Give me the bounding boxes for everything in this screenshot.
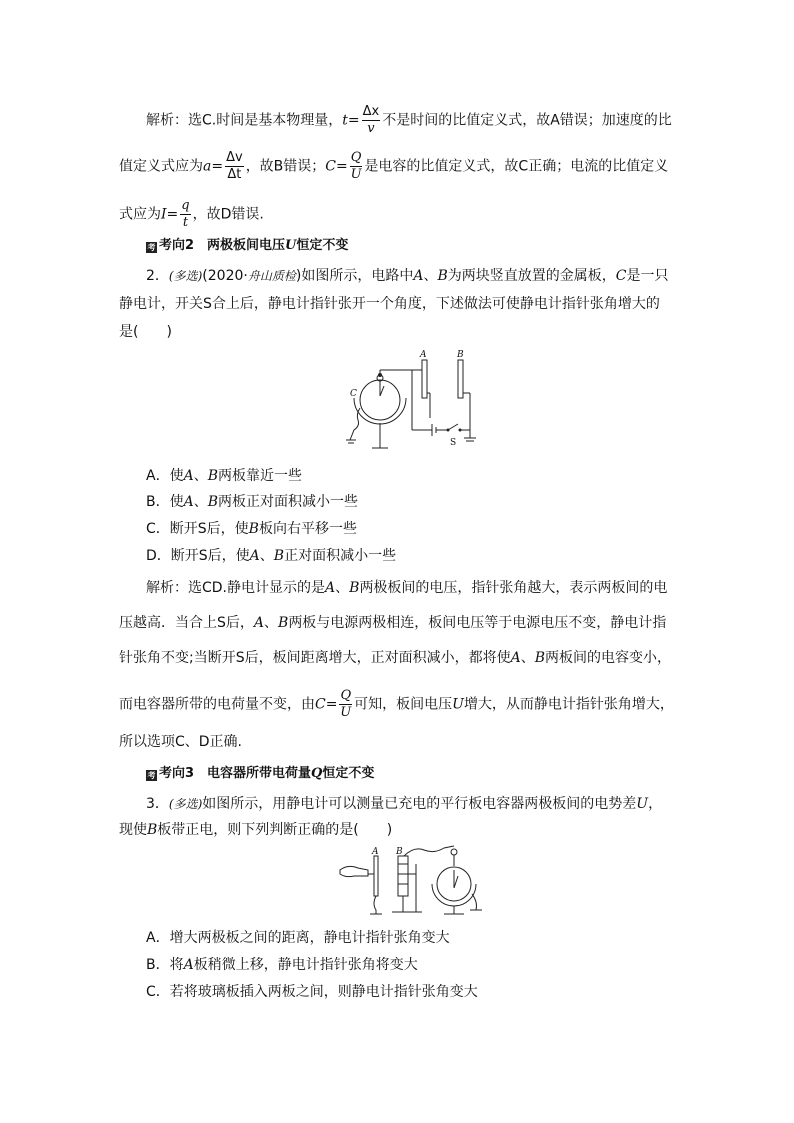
- q2-line1: 2．(多选)(2020·舟山质检)如图所示，电路中A、B为两块竖直放置的金属板，C是一只: [146, 268, 669, 284]
- fraction-dv-dt: $\frac{\Delta v}{\Delta t}$: [226, 150, 243, 182]
- q2-line2: 静电计，开关S合上后，静电计指针张开一个角度，下述做法可使静电计指针张角增大的: [119, 296, 660, 312]
- fraction-q-u-2: $\frac{Q}{U}$: [340, 688, 352, 720]
- q2-line3: 是( ): [119, 324, 172, 340]
- q2-circuit-figure: [340, 348, 490, 458]
- fraction-dx-v: $\frac{\Delta x}{v}$: [362, 104, 380, 136]
- q3-option-b[interactable]: B．将A板稍微上移，静电计指针张角将变大: [146, 957, 418, 973]
- kaoxiang-icon: 考: [147, 243, 156, 252]
- var-t: t: [342, 112, 348, 129]
- q3-line1: 3．(多选)如图所示，用静电计可以测量已充电的平行板电容器两极板间的电势差U，: [146, 796, 663, 812]
- q3-option-c[interactable]: C．若将玻璃板插入两板之间，则静电计指针张角变大: [146, 984, 478, 1000]
- fig-label-s: S: [450, 438, 457, 448]
- q2-option-d[interactable]: D．断开S后，使A、B正对面积减小一些: [146, 548, 397, 564]
- kaoxiang3-heading: 考 考向3 电容器所带电荷量Q恒定不变: [147, 766, 375, 781]
- sol2-line4: 而电容器所带的电荷量不变，由C= $\frac{Q}{U}$ 可知，板间电压U增大，从而静电计指针张角增大，: [119, 688, 674, 720]
- q3-option-a[interactable]: A．增大两极板之间的距离，静电计指针张角变大: [146, 930, 450, 946]
- sol1-line2: 值定义式应为a= $\frac{\Delta v}{\Delta t}$ ，故B错误；C= $\frac{Q}{U}$ 是电容的比值定义式，故C正确；电流的比值定义: [119, 150, 669, 182]
- q2-option-a[interactable]: A．使A、B两板靠近一些: [146, 468, 302, 484]
- fraction-q-u: $\frac{Q}{U}$: [350, 150, 362, 182]
- sol2-line5: 所以选项C、D正确.: [119, 734, 243, 750]
- kaoxiang-icon: 考: [147, 771, 156, 780]
- fig3-label-a: A: [372, 847, 379, 857]
- fig-label-b: B: [457, 350, 464, 360]
- sol1-line3: 式应为I= $\frac{q}{t}$ ，故D错误.: [119, 198, 264, 230]
- q2-option-b[interactable]: B．使A、B两板正对面积减小一些: [146, 494, 359, 510]
- fig-label-c: C: [350, 389, 357, 399]
- sol2-line3: 针张角不变;当断开S后，板间距离增大，正对面积减小，都将使A、B两板间的电容变小，: [119, 650, 672, 666]
- sol1-line1: 解析：选C.时间是基本物理量，t= $\frac{\Delta x}{v}$ 不是时间的比值定义式，故A错误；加速度的比: [146, 104, 672, 136]
- fig3-label-b: B: [396, 847, 403, 857]
- fraction-q-t: $\frac{q}{t}$: [181, 198, 190, 230]
- q3-capacitor-electrometer-figure: [336, 844, 486, 920]
- sol2-line1: 解析：选CD.静电计显示的是A、B两极板间的电压，指针张角越大，表示两板间的电: [146, 580, 668, 596]
- fig-label-a: A: [420, 350, 427, 360]
- q2-option-c[interactable]: C．断开S后，使B板向右平移一些: [146, 521, 357, 537]
- sol2-line2: 压越高．当合上S后，A、B两板与电源两极相连，板间电压等于电源电压不变，静电计指: [119, 615, 667, 631]
- q3-line2: 现使B板带正电，则下列判断正确的是( ): [119, 822, 393, 838]
- kaoxiang2-heading: 考 考向2 两极板间电压U恒定不变: [147, 238, 349, 253]
